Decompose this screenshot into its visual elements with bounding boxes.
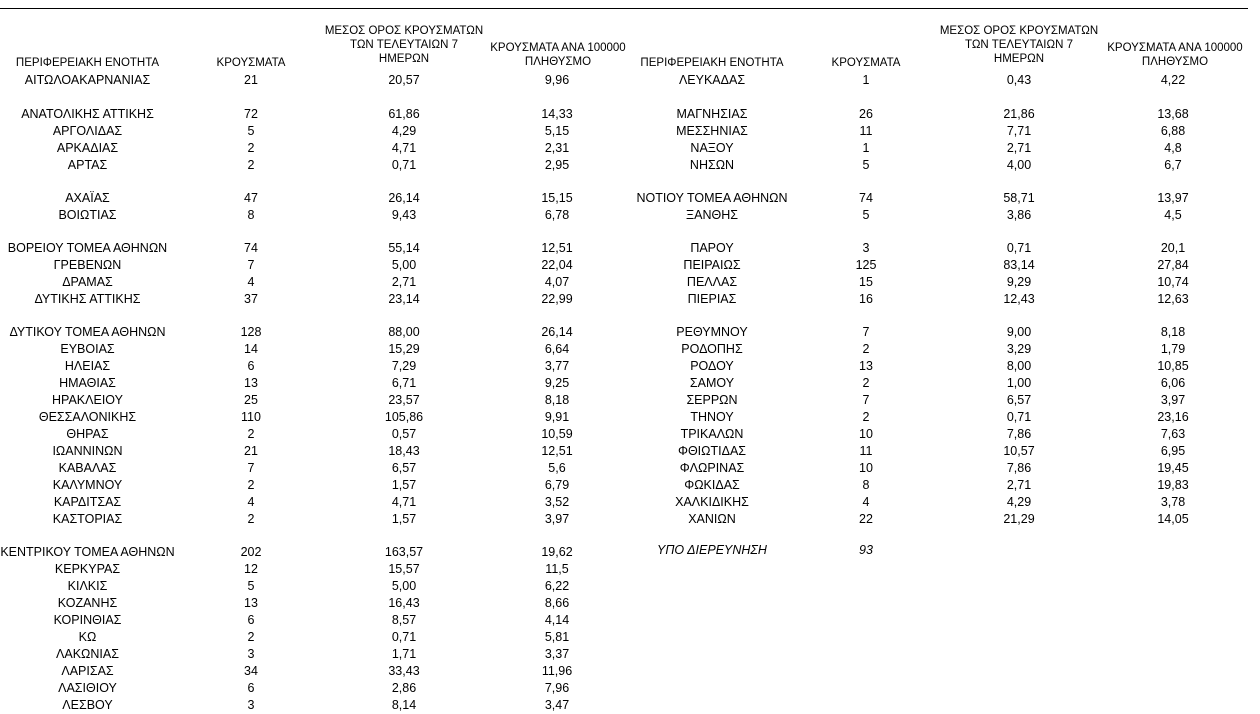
cell-cases: 8: [247, 208, 255, 222]
cell-cases: 7: [247, 258, 255, 272]
cell-cases: 15: [859, 275, 873, 289]
table-row: [0, 358, 1260, 375]
cell-region: ΡΟΔΟΥ: [690, 359, 734, 373]
cell-region: ΙΩΑΝΝΙΝΩΝ: [52, 444, 123, 458]
cell-region: ΚΑΒΑΛΑΣ: [58, 461, 117, 475]
cell-region: ΑΙΤΩΛΟΑΚΑΡΝΑΝΙΑΣ: [24, 73, 151, 87]
cell-cases: 2: [862, 342, 870, 356]
left-header-per100k-line1: ΚΡΟΥΣΜΑΤΑ ΑΝΑ 100000: [490, 42, 626, 54]
cell-per100k: 4,5: [1164, 208, 1182, 222]
table-row: [0, 561, 1260, 578]
cell-cases: 10: [859, 461, 873, 475]
cell-region: ΞΑΝΘΗΣ: [686, 208, 738, 222]
cell-cases: 2: [247, 512, 255, 526]
cell-cases: 21: [244, 444, 258, 458]
cell-per100k: 19,45: [1157, 461, 1189, 475]
cell-cases: 3: [247, 698, 255, 712]
under-investigation-cases: 93: [859, 543, 873, 557]
table-row: [0, 392, 1260, 409]
cell-avg7: 6,71: [391, 376, 417, 390]
cell-cases: 25: [244, 393, 258, 407]
cell-region: ΛΑΡΙΣΑΣ: [61, 664, 114, 678]
cell-per100k: 8,18: [544, 393, 570, 407]
cell-per100k: 6,64: [544, 342, 570, 356]
table-row: [0, 494, 1260, 511]
cell-per100k: 13,68: [1157, 107, 1189, 121]
cell-cases: 26: [859, 107, 873, 121]
cell-region: ΗΜΑΘΙΑΣ: [59, 376, 116, 390]
cell-per100k: 4,8: [1164, 141, 1182, 155]
cell-cases: 2: [862, 376, 870, 390]
cell-per100k: 5,81: [544, 630, 570, 644]
top-border-line: [0, 8, 1248, 9]
cell-region: ΠΙΕΡΙΑΣ: [687, 292, 737, 306]
cell-avg7: 2,86: [391, 681, 417, 695]
cell-cases: 4: [862, 495, 870, 509]
cell-cases: 5: [247, 579, 255, 593]
cell-region: ΑΡΤΑΣ: [67, 158, 108, 172]
left-header-region: ΠΕΡΙΦΕΡΕΙΑΚΗ ΕΝΟΤΗΤΑ: [15, 57, 160, 69]
cell-avg7: 26,14: [388, 191, 420, 205]
cell-per100k: 6,79: [544, 478, 570, 492]
table-row: [0, 443, 1260, 460]
cell-per100k: 3,78: [1160, 495, 1186, 509]
cell-per100k: 7,63: [1160, 427, 1186, 441]
cell-avg7: 12,43: [1003, 292, 1035, 306]
cell-region: ΚΙΛΚΙΣ: [67, 579, 108, 593]
cell-region: ΗΛΕΙΑΣ: [64, 359, 111, 373]
table-row: [0, 106, 1260, 123]
cell-cases: 21: [244, 73, 258, 87]
cell-region: ΚΩ: [78, 630, 97, 644]
cell-region: ΤΡΙΚΑΛΩΝ: [680, 427, 744, 441]
cell-cases: 37: [244, 292, 258, 306]
cell-avg7: 6,57: [391, 461, 417, 475]
cell-per100k: 19,83: [1157, 478, 1189, 492]
cell-per100k: 5,6: [548, 461, 566, 475]
cell-avg7: 0,43: [1006, 73, 1032, 87]
cell-avg7: 7,86: [1006, 461, 1032, 475]
cell-avg7: 8,14: [391, 698, 417, 712]
right-header-avg7-line1: ΜΕΣΟΣ ΟΡΟΣ ΚΡΟΥΣΜΑΤΩΝ: [939, 25, 1099, 37]
cell-region: ΑΝΑΤΟΛΙΚΗΣ ΑΤΤΙΚΗΣ: [21, 107, 154, 121]
cell-region: ΦΘΙΩΤΙΔΑΣ: [677, 444, 747, 458]
cell-cases: 22: [859, 512, 873, 526]
cell-avg7: 0,71: [1006, 410, 1032, 424]
cell-per100k: 3,77: [544, 359, 570, 373]
cell-per100k: 6,22: [544, 579, 570, 593]
table-row: [0, 511, 1260, 528]
cell-per100k: 12,51: [541, 444, 573, 458]
table-row: [0, 291, 1260, 308]
table-row: [0, 646, 1260, 663]
left-header-avg7: [315, 24, 493, 66]
cell-cases: 2: [247, 478, 255, 492]
cell-avg7: 1,57: [391, 478, 417, 492]
cell-cases: 3: [862, 241, 870, 255]
cell-cases: 2: [247, 141, 255, 155]
cell-per100k: 2,31: [544, 141, 570, 155]
cell-region: ΑΡΓΟΛΙΔΑΣ: [52, 124, 123, 138]
cell-avg7: 55,14: [388, 241, 420, 255]
table-row: [0, 595, 1260, 612]
cell-region: ΡΟΔΟΠΗΣ: [681, 342, 743, 356]
table-row: [0, 697, 1260, 714]
left-header-per100k: [478, 41, 638, 69]
right-header-per100k-line2: ΠΛΗΘΥΣΜΟ: [1141, 56, 1209, 68]
cell-per100k: 10,74: [1157, 275, 1189, 289]
table-row: [0, 157, 1260, 174]
cell-region: ΛΑΚΩΝΙΑΣ: [56, 647, 119, 661]
cell-avg7: 163,57: [384, 545, 424, 559]
right-header-region: ΠΕΡΙΦΕΡΕΙΑΚΗ ΕΝΟΤΗΤΑ: [640, 57, 784, 69]
cell-region: ΚΑΣΤΟΡΙΑΣ: [52, 512, 123, 526]
cell-per100k: 22,04: [541, 258, 573, 272]
table-row: [0, 190, 1260, 207]
cell-avg7: 18,43: [388, 444, 420, 458]
cell-region: ΦΩΚΙΔΑΣ: [684, 478, 740, 492]
cell-per100k: 7,96: [544, 681, 570, 695]
cell-per100k: 9,25: [544, 376, 570, 390]
cell-avg7: 23,14: [388, 292, 420, 306]
table-row: [0, 409, 1260, 426]
cell-avg7: 3,86: [1006, 208, 1032, 222]
cell-region: ΣΕΡΡΩΝ: [686, 393, 738, 407]
right-header-avg7-line3: ΗΜΕΡΩΝ: [993, 53, 1045, 65]
cell-per100k: 11,96: [541, 664, 573, 678]
cell-region: ΝΑΞΟΥ: [690, 141, 734, 155]
cell-region: ΓΡΕΒΕΝΩΝ: [53, 258, 122, 272]
cell-avg7: 10,57: [1003, 444, 1035, 458]
cell-per100k: 6,78: [544, 208, 570, 222]
cell-per100k: 22,99: [541, 292, 573, 306]
cell-per100k: 3,47: [544, 698, 570, 712]
cell-avg7: 0,71: [1006, 241, 1032, 255]
cell-per100k: 14,33: [541, 107, 573, 121]
cell-avg7: 15,57: [388, 562, 420, 576]
cell-per100k: 20,1: [1160, 241, 1186, 255]
left-header-cases: ΚΡΟΥΣΜΑΤΑ: [216, 57, 286, 69]
table-row: [0, 629, 1260, 646]
right-header-avg7-line2: ΤΩΝ ΤΕΛΕΥΤΑΙΩΝ 7: [965, 39, 1073, 51]
cell-avg7: 9,29: [1006, 275, 1032, 289]
cell-region: ΡΕΘΥΜΝΟΥ: [676, 325, 748, 339]
cell-cases: 4: [247, 275, 255, 289]
cell-per100k: 6,06: [1160, 376, 1186, 390]
cell-region: ΕΥΒΟΙΑΣ: [60, 342, 115, 356]
cell-cases: 2: [862, 410, 870, 424]
cell-cases: 10: [859, 427, 873, 441]
cell-avg7: 7,29: [391, 359, 417, 373]
cell-per100k: 3,37: [544, 647, 570, 661]
cell-per100k: 13,97: [1157, 191, 1189, 205]
cell-avg7: 8,57: [391, 613, 417, 627]
cell-avg7: 83,14: [1003, 258, 1035, 272]
cell-region: ΣΑΜΟΥ: [689, 376, 735, 390]
cell-avg7: 4,29: [1006, 495, 1032, 509]
cell-per100k: 9,96: [544, 73, 570, 87]
table-row: [0, 207, 1260, 224]
cell-avg7: 0,57: [391, 427, 417, 441]
cell-cases: 7: [247, 461, 255, 475]
cell-cases: 11: [859, 444, 873, 458]
cell-cases: 4: [247, 495, 255, 509]
cell-per100k: 3,97: [1160, 393, 1186, 407]
cell-cases: 2: [247, 427, 255, 441]
cell-per100k: 4,22: [1160, 73, 1186, 87]
cell-avg7: 0,71: [391, 158, 417, 172]
cell-avg7: 20,57: [388, 73, 420, 87]
table-row: [0, 663, 1260, 680]
cell-avg7: 9,43: [391, 208, 417, 222]
cell-region: ΔΥΤΙΚΟΥ ΤΟΜΕΑ ΑΘΗΝΩΝ: [9, 325, 166, 339]
cell-cases: 12: [244, 562, 258, 576]
cell-region: ΠΕΛΛΑΣ: [686, 275, 738, 289]
table-row: [0, 123, 1260, 140]
cell-avg7: 4,29: [391, 124, 417, 138]
cell-cases: 13: [859, 359, 873, 373]
cell-per100k: 11,5: [545, 562, 569, 576]
cell-avg7: 21,86: [1003, 107, 1035, 121]
cell-per100k: 8,66: [544, 596, 570, 610]
cell-avg7: 4,00: [1006, 158, 1032, 172]
cell-cases: 13: [244, 376, 258, 390]
cell-region: ΑΧΑΪΑΣ: [65, 191, 110, 205]
cell-cases: 5: [247, 124, 255, 138]
cell-region: ΔΡΑΜΑΣ: [62, 275, 113, 289]
cell-cases: 34: [244, 664, 258, 678]
cell-per100k: 6,95: [1160, 444, 1186, 458]
right-header-per100k-line1: ΚΡΟΥΣΜΑΤΑ ΑΝΑ 100000: [1107, 42, 1243, 54]
cell-avg7: 88,00: [388, 325, 420, 339]
cell-region: ΠΕΙΡΑΙΩΣ: [683, 258, 741, 272]
cell-region: ΔΥΤΙΚΗΣ ΑΤΤΙΚΗΣ: [34, 292, 141, 306]
table-row: [0, 240, 1260, 257]
cell-avg7: 8,00: [1006, 359, 1032, 373]
cell-cases: 8: [862, 478, 870, 492]
cell-avg7: 2,71: [1006, 141, 1032, 155]
cell-region: ΗΡΑΚΛΕΙΟΥ: [52, 393, 123, 407]
cell-per100k: 3,97: [544, 512, 570, 526]
table-row: [0, 72, 1260, 89]
cell-region: ΠΑΡΟΥ: [690, 241, 734, 255]
table-row: [0, 680, 1260, 697]
cell-avg7: 21,29: [1003, 512, 1035, 526]
cell-cases: 6: [247, 359, 255, 373]
table-row: [0, 257, 1260, 274]
cell-region: ΤΗΝΟΥ: [690, 410, 734, 424]
cell-avg7: 2,71: [1006, 478, 1032, 492]
table-row: [0, 341, 1260, 358]
cell-avg7: 7,86: [1006, 427, 1032, 441]
cell-region: ΒΟΙΩΤΙΑΣ: [58, 208, 117, 222]
cell-cases: 7: [862, 393, 870, 407]
cell-cases: 72: [244, 107, 258, 121]
cell-cases: 110: [241, 410, 261, 424]
cell-region: ΑΡΚΑΔΙΑΣ: [56, 141, 119, 155]
cell-region: ΝΟΤΙΟΥ ΤΟΜΕΑ ΑΘΗΝΩΝ: [636, 191, 788, 205]
cell-per100k: 6,7: [1164, 158, 1182, 172]
cell-avg7: 7,71: [1006, 124, 1032, 138]
cell-avg7: 1,00: [1006, 376, 1032, 390]
left-header-avg7-line2: ΤΩΝ ΤΕΛΕΥΤΑΙΩΝ 7: [350, 39, 458, 51]
table-row: [0, 460, 1260, 477]
cell-per100k: 15,15: [541, 191, 573, 205]
cell-avg7: 6,57: [1006, 393, 1032, 407]
cell-avg7: 3,29: [1006, 342, 1032, 356]
cell-cases: 6: [247, 681, 255, 695]
cell-per100k: 23,16: [1157, 410, 1189, 424]
cell-per100k: 10,59: [541, 427, 573, 441]
cell-region: ΧΑΛΚΙΔΙΚΗΣ: [675, 495, 749, 509]
cell-region: ΛΕΣΒΟΥ: [62, 698, 113, 712]
cell-region: ΘΕΣΣΑΛΟΝΙΚΗΣ: [38, 410, 137, 424]
cell-cases: 6: [247, 613, 255, 627]
cell-avg7: 23,57: [388, 393, 420, 407]
right-header-per100k: [1090, 41, 1260, 69]
cell-cases: 11: [859, 124, 873, 138]
table-row: [0, 274, 1260, 291]
cell-region: ΝΗΣΩΝ: [689, 158, 735, 172]
cell-cases: 3: [247, 647, 255, 661]
cell-per100k: 19,62: [541, 545, 573, 559]
cell-avg7: 15,29: [388, 342, 420, 356]
cell-avg7: 2,71: [391, 275, 417, 289]
cell-region: ΜΕΣΣΗΝΙΑΣ: [676, 124, 748, 138]
cell-region: ΚΟΖΑΝΗΣ: [57, 596, 118, 610]
cell-cases: 7: [862, 325, 870, 339]
cell-avg7: 5,00: [391, 579, 417, 593]
cell-cases: 5: [862, 158, 870, 172]
cell-avg7: 58,71: [1003, 191, 1035, 205]
cell-region: ΚΑΛΥΜΝΟΥ: [52, 478, 123, 492]
right-header-avg7: [930, 24, 1108, 66]
table-row: [0, 324, 1260, 341]
cell-region: ΒΟΡΕΙΟΥ ΤΟΜΕΑ ΑΘΗΝΩΝ: [7, 241, 168, 255]
cell-avg7: 4,71: [391, 495, 417, 509]
cell-cases: 2: [247, 158, 255, 172]
left-header-avg7-line3: ΗΜΕΡΩΝ: [378, 53, 430, 65]
cell-avg7: 5,00: [391, 258, 417, 272]
cell-cases: 202: [240, 545, 262, 559]
cell-per100k: 8,18: [1160, 325, 1186, 339]
under-investigation-row: [0, 542, 1260, 559]
table-row: [0, 477, 1260, 494]
cell-cases: 74: [244, 241, 258, 255]
cell-per100k: 4,07: [544, 275, 570, 289]
table-row: [0, 612, 1260, 629]
cell-per100k: 2,95: [544, 158, 570, 172]
cell-per100k: 4,14: [544, 613, 570, 627]
cell-cases: 128: [240, 325, 262, 339]
table-row: [0, 578, 1260, 595]
cell-per100k: 14,05: [1157, 512, 1189, 526]
cell-region: ΘΗΡΑΣ: [66, 427, 109, 441]
cell-region: ΧΑΝΙΩΝ: [688, 512, 736, 526]
cell-avg7: 4,71: [391, 141, 417, 155]
cell-region: ΚΕΡΚΥΡΑΣ: [54, 562, 121, 576]
under-investigation-label: ΥΠΟ ΔΙΕΡΕΥΝΗΣΗ: [657, 543, 767, 557]
cell-per100k: 10,85: [1157, 359, 1189, 373]
cell-cases: 16: [859, 292, 873, 306]
cell-avg7: 1,57: [391, 512, 417, 526]
cell-region: ΜΑΓΝΗΣΙΑΣ: [676, 107, 748, 121]
cell-per100k: 5,15: [544, 124, 570, 138]
cell-avg7: 0,71: [391, 630, 417, 644]
cell-cases: 14: [244, 342, 258, 356]
cell-avg7: 61,86: [388, 107, 420, 121]
right-header-cases: ΚΡΟΥΣΜΑΤΑ: [831, 57, 901, 69]
cell-cases: 74: [859, 191, 873, 205]
cell-per100k: 27,84: [1157, 258, 1189, 272]
cell-per100k: 6,88: [1160, 124, 1186, 138]
cell-avg7: 105,86: [384, 410, 424, 424]
table-row: [0, 375, 1260, 392]
cell-per100k: 12,51: [541, 241, 573, 255]
cell-avg7: 1,71: [391, 647, 417, 661]
cell-per100k: 26,14: [541, 325, 573, 339]
cell-avg7: 16,43: [388, 596, 420, 610]
cell-cases: 2: [247, 630, 255, 644]
cell-region: ΚΑΡΔΙΤΣΑΣ: [53, 495, 122, 509]
table-row: [0, 426, 1260, 443]
cell-region: ΦΛΩΡΙΝΑΣ: [679, 461, 745, 475]
cell-cases: 1: [862, 73, 870, 87]
cell-avg7: 33,43: [388, 664, 420, 678]
cell-cases: 13: [244, 596, 258, 610]
left-header-avg7-line1: ΜΕΣΟΣ ΟΡΟΣ ΚΡΟΥΣΜΑΤΩΝ: [324, 25, 484, 37]
cell-region: ΛΕΥΚΑΔΑΣ: [678, 73, 746, 87]
cell-region: ΛΑΣΙΘΙΟΥ: [58, 681, 117, 695]
cell-per100k: 12,63: [1157, 292, 1189, 306]
cell-region: ΚΟΡΙΝΘΙΑΣ: [53, 613, 122, 627]
cell-avg7: 9,00: [1006, 325, 1032, 339]
cell-per100k: 1,79: [1160, 342, 1186, 356]
cell-cases: 125: [855, 258, 877, 272]
cell-region: ΚΕΝΤΡΙΚΟΥ ΤΟΜΕΑ ΑΘΗΝΩΝ: [0, 545, 175, 559]
cell-cases: 5: [862, 208, 870, 222]
cell-cases: 1: [862, 141, 870, 155]
cell-per100k: 9,91: [544, 410, 570, 424]
cell-per100k: 3,52: [544, 495, 570, 509]
table-row: [0, 140, 1260, 157]
left-header-per100k-line2: ΠΛΗΘΥΣΜΟ: [524, 56, 592, 68]
cell-cases: 47: [244, 191, 258, 205]
